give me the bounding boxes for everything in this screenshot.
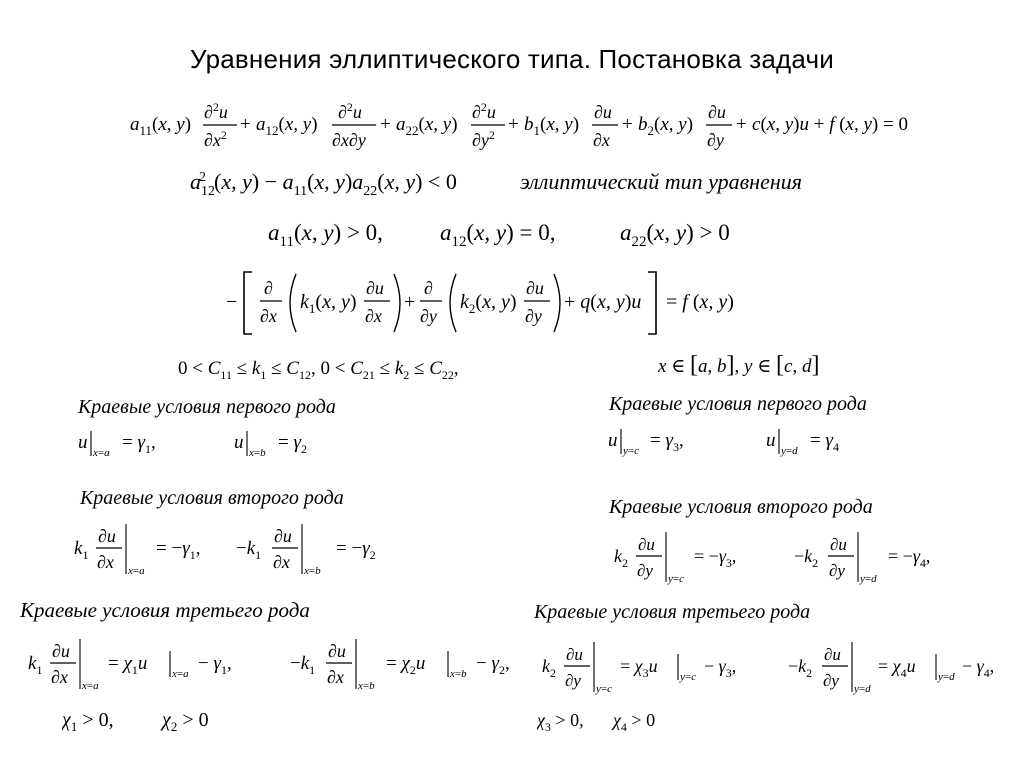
svg-text:k1(x, y): $k_1(x$, y) [300,291,357,316]
svg-text:−k1: $-k_1$ [290,653,316,677]
svg-text:x ∈ [a, b], y ∈ [c, d]: x ∈ [a, b], y ∈ [c, d] [658,352,820,378]
page-title: Уравнения эллиптического типа. Постановка задачи [190,44,834,74]
svg-text:∂u: ∂u [824,645,841,664]
svg-text:= χ1u: = $\chi_1u$ [108,653,148,677]
svg-text:y=d: y=d [781,445,798,457]
svg-text:b1(x, y): $b_1(x$, y) [524,114,580,138]
svg-text:χ4 > 0: $\chi_4 > 0$ [613,710,656,734]
label-first-kind-right: Краевые условия первого рода [609,393,867,415]
svg-text:k2: $k_2$ [614,546,628,570]
divergence-form-equation [226,266,786,342]
coefficient-bounds [178,352,518,382]
label-second-kind-left: Краевые условия второго рода [80,487,344,509]
svg-text:∂y: ∂y [707,130,724,150]
svg-text:∂y: ∂y [829,561,845,580]
boundary-first-kind-left [78,428,378,462]
label-second-kind-right: Краевые условия второго рода [609,496,873,518]
svg-text:∂y: ∂y [525,306,542,326]
svg-text:u: u [234,432,244,453]
svg-text:∂y: ∂y [565,671,581,690]
svg-text:x=a: x=a [93,447,110,459]
svg-text:∂x: ∂x [327,667,344,687]
svg-text:k1: $k_1$ [74,538,89,562]
svg-text:∂x: ∂x [260,306,277,326]
svg-text:a12(x, y) = 0,: $a_{12}(x$, y) = 0, [440,220,556,250]
svg-text:y=c: y=c [668,573,684,585]
general-equation-formula [124,94,954,156]
svg-text:+: + [736,114,747,135]
svg-text:= −γ3,: = $-\gamma_3$, [694,546,737,570]
svg-text:= γ3,: = $\gamma_3$, [650,430,684,454]
svg-text:∂y2: $\partial y^2$ [472,128,495,150]
boundary-third-kind-right [542,640,1012,700]
svg-text:= χ4u: = $\chi_4u$ [878,656,916,680]
svg-text:= −γ1,: = $-\gamma_1$, [156,538,201,562]
svg-text:+: + [380,114,391,135]
chi-positivity-left [62,704,262,734]
svg-text:∂u: ∂u [708,102,726,122]
svg-text:∂x: ∂x [51,667,68,687]
svg-text:+: + [622,114,633,135]
svg-text:+: + [508,114,519,135]
svg-text:a122(x, y) − a11(x, y)a22(x, y: $a_{12}2$ (x, $y) - a_{11}(x$, $y)a_{22}(x$, y) < 0 [190,169,457,199]
label-third-kind-left: Краевые условия третьего рода [20,598,310,622]
svg-text:= −γ2: = $-\gamma_2$ [336,538,376,562]
svg-text:k2: $k_2$ [542,656,556,680]
label-first-kind-left: Краевые условия первого рода [78,396,336,418]
svg-text:k2(x, y): $k_2(x$, y) [460,291,517,316]
svg-text:+: + [404,291,416,313]
svg-text:x=a: x=a [128,565,145,577]
svg-text:= γ2: = $\gamma_2$ [278,432,307,456]
boundary-second-kind-left [74,522,414,582]
svg-text:∂u: ∂u [328,641,346,661]
svg-text:∂u: ∂u [526,278,544,298]
svg-text:y=c: y=c [596,683,612,695]
svg-text:x=a: x=a [82,680,99,692]
coefficient-conditions [268,212,768,250]
svg-text:−k2: $-k_2$ [794,546,819,570]
boundary-first-kind-right [608,426,908,460]
label-third-kind-right: Краевые условия третьего рода [534,601,811,623]
svg-text:+ q(x, y)u: + q(x, y)u [564,291,642,313]
svg-text:−: − [226,291,238,313]
svg-text:y=d: y=d [860,573,877,585]
svg-text:x=a: x=a [172,668,189,680]
svg-text:u: u [766,430,776,451]
svg-text:∂2u: ∂$^2$u [338,100,362,122]
svg-text:y=c: y=c [680,671,696,683]
svg-text:∂u: ∂u [98,526,116,546]
svg-text:a22(x, y) > 0: $a_{22}(x$, y) > 0 [620,220,730,250]
svg-text:x=b: x=b [304,565,321,577]
svg-text:a22(x, y): $a_{22}(x$, y) [396,114,458,138]
svg-text:∂u: ∂u [830,535,847,554]
svg-text:∂u: ∂u [566,645,583,664]
ellipticity-note: эллиптический тип уравнения [520,169,802,194]
svg-text:a11(x, y): $a_{11}(x$, y) [130,114,192,138]
svg-text:∂u: ∂u [638,535,655,554]
svg-text:∂: ∂ [264,278,273,298]
svg-text:∂x: ∂x [273,552,290,572]
svg-text:= f (x, y): = f (x, y) [666,291,734,313]
svg-text:x=b: x=b [358,680,375,692]
svg-text:χ1 > 0,: $\chi_1 > 0$, [62,709,114,734]
svg-text:∂x: ∂x [365,306,382,326]
svg-text:∂u: ∂u [52,641,70,661]
svg-text:∂y: ∂y [637,561,653,580]
svg-text:∂y: ∂y [823,671,839,690]
svg-text:k1: $k_1$ [28,653,43,677]
svg-text:y=d: y=d [854,683,871,695]
svg-text:∂x: ∂x [97,552,114,572]
svg-text:− γ4,: − $\gamma_4$, [962,656,995,680]
svg-text:= χ3u: = $\chi_3u$ [620,656,658,680]
svg-text:0 < C11 ≤ k1 ≤ C12, 0 < C21: $0 < C_{11} \le k_1 \le C_{12}$, $0 < C_{21} \le k_2 \le C_{22}$, [178,358,459,382]
svg-text:= γ4: = $\gamma_4$ [810,430,839,454]
svg-text:χ3 > 0,: $\chi_3 > 0$, [537,710,584,734]
svg-text:∂x∂y: ∂x∂y [332,130,366,150]
svg-text:∂: ∂ [424,278,433,298]
svg-text:= γ1,: = $\gamma_1$, [122,432,156,456]
chi-positivity-right [537,706,697,736]
svg-text:∂u: ∂u [366,278,384,298]
svg-text:− γ2,: − $\gamma_2$, [476,653,510,677]
svg-text:a11(x, y) > 0,: $a_{11}(x$, y) > 0, [268,220,383,250]
svg-text:c(x, y)u + f (x, y) = 0: c(x, y)u + f (x, y) = 0 [752,114,908,135]
svg-text:u: u [78,432,88,453]
svg-text:− γ3,: − $\gamma_3$, [704,656,737,680]
svg-text:y=c: y=c [623,445,639,457]
svg-text:∂x2: $\partial x^2$ [204,128,227,150]
svg-text:−k2: $-k_2$ [788,656,813,680]
svg-text:x=b: x=b [450,668,467,680]
svg-text:∂u: ∂u [594,102,612,122]
svg-text:∂u: ∂u [274,526,292,546]
svg-text:∂x: ∂x [593,130,610,150]
svg-text:= −γ4,: = $-\gamma_4$, [888,546,931,570]
svg-text:u: u [608,430,618,451]
svg-text:y=d: y=d [938,671,955,683]
svg-text:∂y: ∂y [420,306,437,326]
boundary-third-kind-left [28,637,538,697]
ellipticity-condition [190,163,890,199]
svg-text:+: + [240,114,251,135]
svg-text:∂2u: ∂$^2$u [472,100,496,122]
svg-text:∂2u: ∂$^2$u [204,100,228,122]
svg-text:b2(x, y): $b_2(x$, y) [638,114,694,138]
svg-text:x=b: x=b [249,447,266,459]
boundary-second-kind-right [614,530,954,590]
svg-text:−k1: $-k_1$ [236,538,262,562]
svg-text:− γ1,: − $\gamma_1$, [198,653,232,677]
svg-text:a12(x, y): $a_{12}(x$, y) [256,114,318,138]
svg-text:χ2 > 0: $\chi_2 > 0$ [162,709,209,734]
domain-definition [658,350,838,384]
svg-text:= χ2u: = $\chi_2u$ [386,653,426,677]
